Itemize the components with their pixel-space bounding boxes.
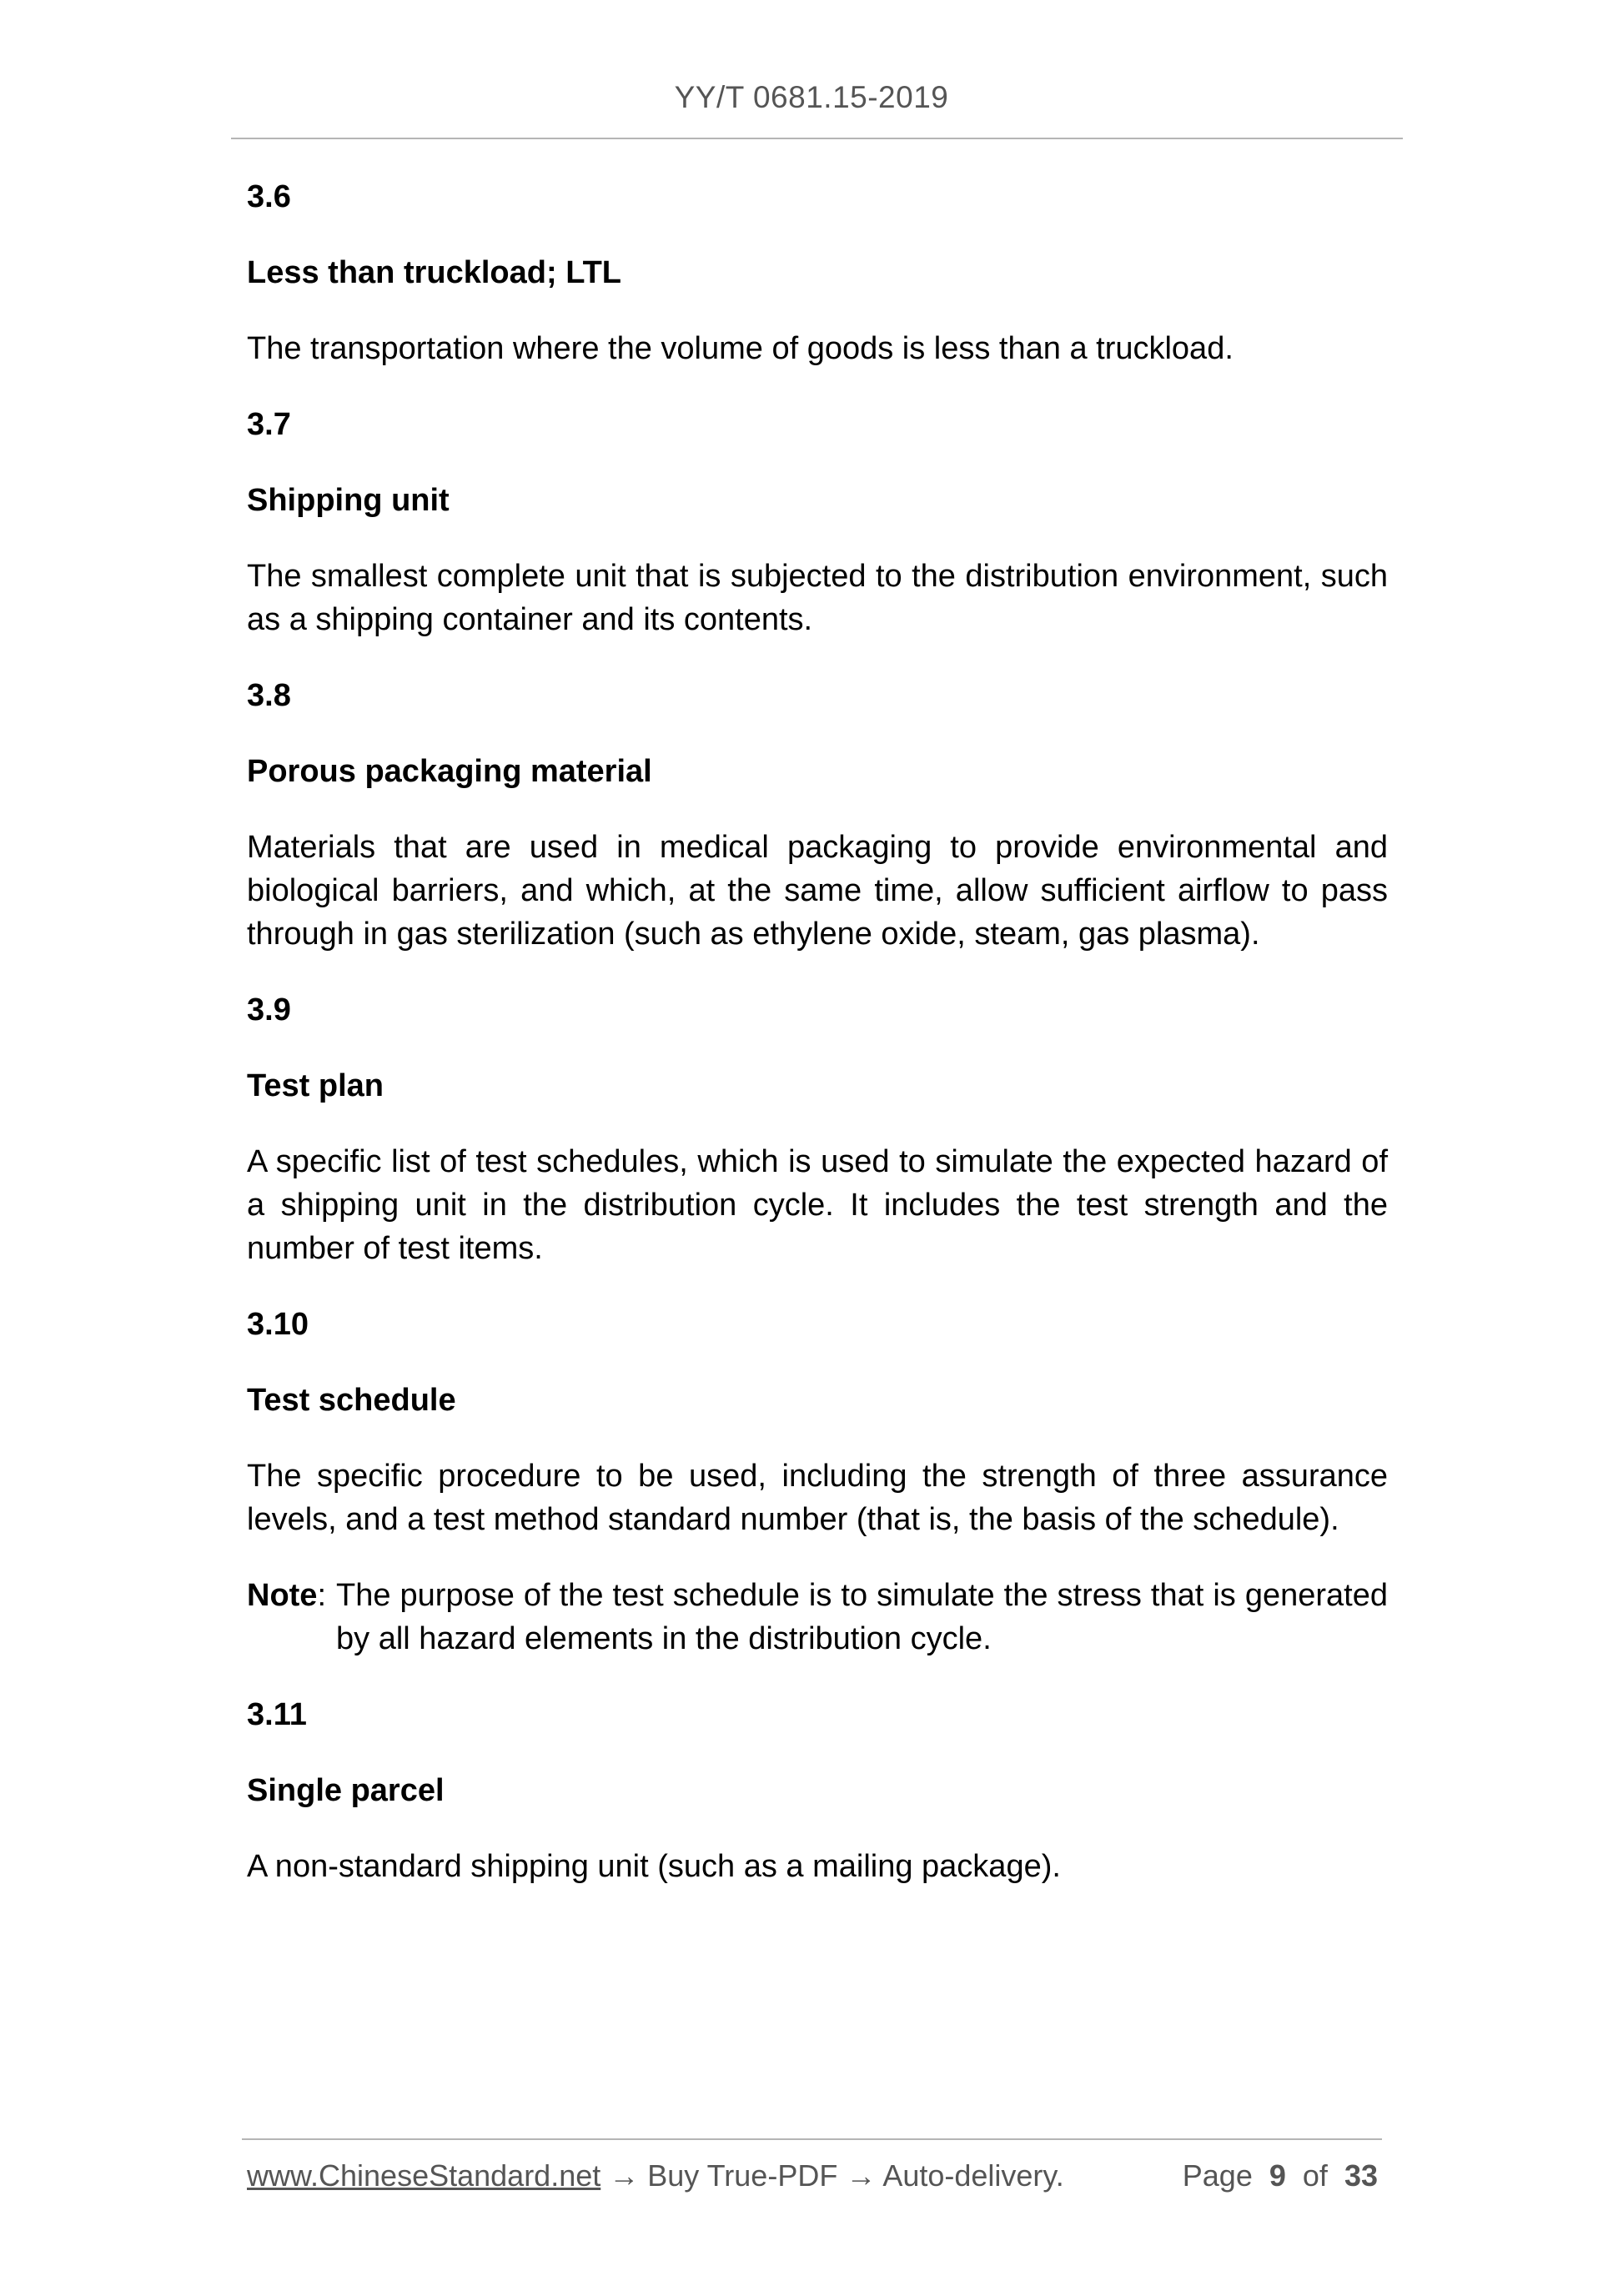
term-title: Shipping unit (247, 483, 450, 518)
document-id: YY/T 0681.15-2019 (674, 80, 949, 114)
document-body (247, 175, 1388, 1921)
header-divider (231, 138, 1403, 139)
term-number: 3.10 (247, 1307, 309, 1342)
footer-promo (247, 2158, 1064, 2193)
term-3-11 (247, 1693, 1388, 1888)
term-title: Less than truckload; LTL (247, 255, 622, 290)
term-definition: Materials that are used in medical packaging to provide environmental and biological barriers, and which, at the same time, allow sufficient airflow to pass through in gas sterilization (such as ethylene oxide, steam, gas plasma). (247, 830, 1388, 952)
note-label: Note: (247, 1578, 327, 1613)
term-3-8 (247, 674, 1388, 956)
website-link[interactable]: www.ChineseStandard.net (247, 2158, 601, 2193)
term-title: Porous packaging material (247, 754, 652, 789)
term-title: Single parcel (247, 1773, 445, 1808)
term-note (247, 1574, 1388, 1660)
term-title: Test schedule (247, 1383, 456, 1418)
term-number: 3.11 (247, 1697, 307, 1732)
term-definition: A non-standard shipping unit (such as a mailing package). (247, 1849, 1061, 1884)
term-3-9 (247, 988, 1388, 1270)
term-number: 3.7 (247, 407, 291, 442)
page-number: 9 (1269, 2158, 1286, 2193)
term-title: Test plan (247, 1068, 384, 1103)
page-indicator: Page 9 of 33 (1182, 2158, 1378, 2193)
term-3-6 (247, 175, 1388, 370)
term-definition: A specific list of test schedules, which is used to simulate the expected hazard of a shipping unit in the distribution cycle. It includes the test strength and the number of test items. (247, 1144, 1388, 1266)
term-number: 3.6 (247, 179, 291, 214)
page-footer (247, 2158, 1378, 2193)
term-definition: The transportation where the volume of goods is less than a truckload. (247, 331, 1234, 366)
term-definition: The smallest complete unit that is subjected to the distribution environment, such as a shipping container and its contents. (247, 559, 1388, 637)
page-header (0, 80, 1623, 115)
note-text: The purpose of the test schedule is to simulate the stress that is generated by all hazard elements in the distribution cycle. (336, 1578, 1388, 1656)
term-3-7 (247, 403, 1388, 641)
page-total: 33 (1344, 2158, 1378, 2193)
term-number: 3.9 (247, 992, 291, 1027)
term-number: 3.8 (247, 678, 291, 713)
term-3-10 (247, 1303, 1388, 1660)
term-definition: The specific procedure to be used, including the strength of three assurance levels, and a test method standard number (that is, the basis of the schedule). (247, 1459, 1388, 1537)
footer-divider (242, 2138, 1382, 2140)
footer-tagline: → Buy True-PDF → Auto-delivery. (600, 2158, 1064, 2193)
